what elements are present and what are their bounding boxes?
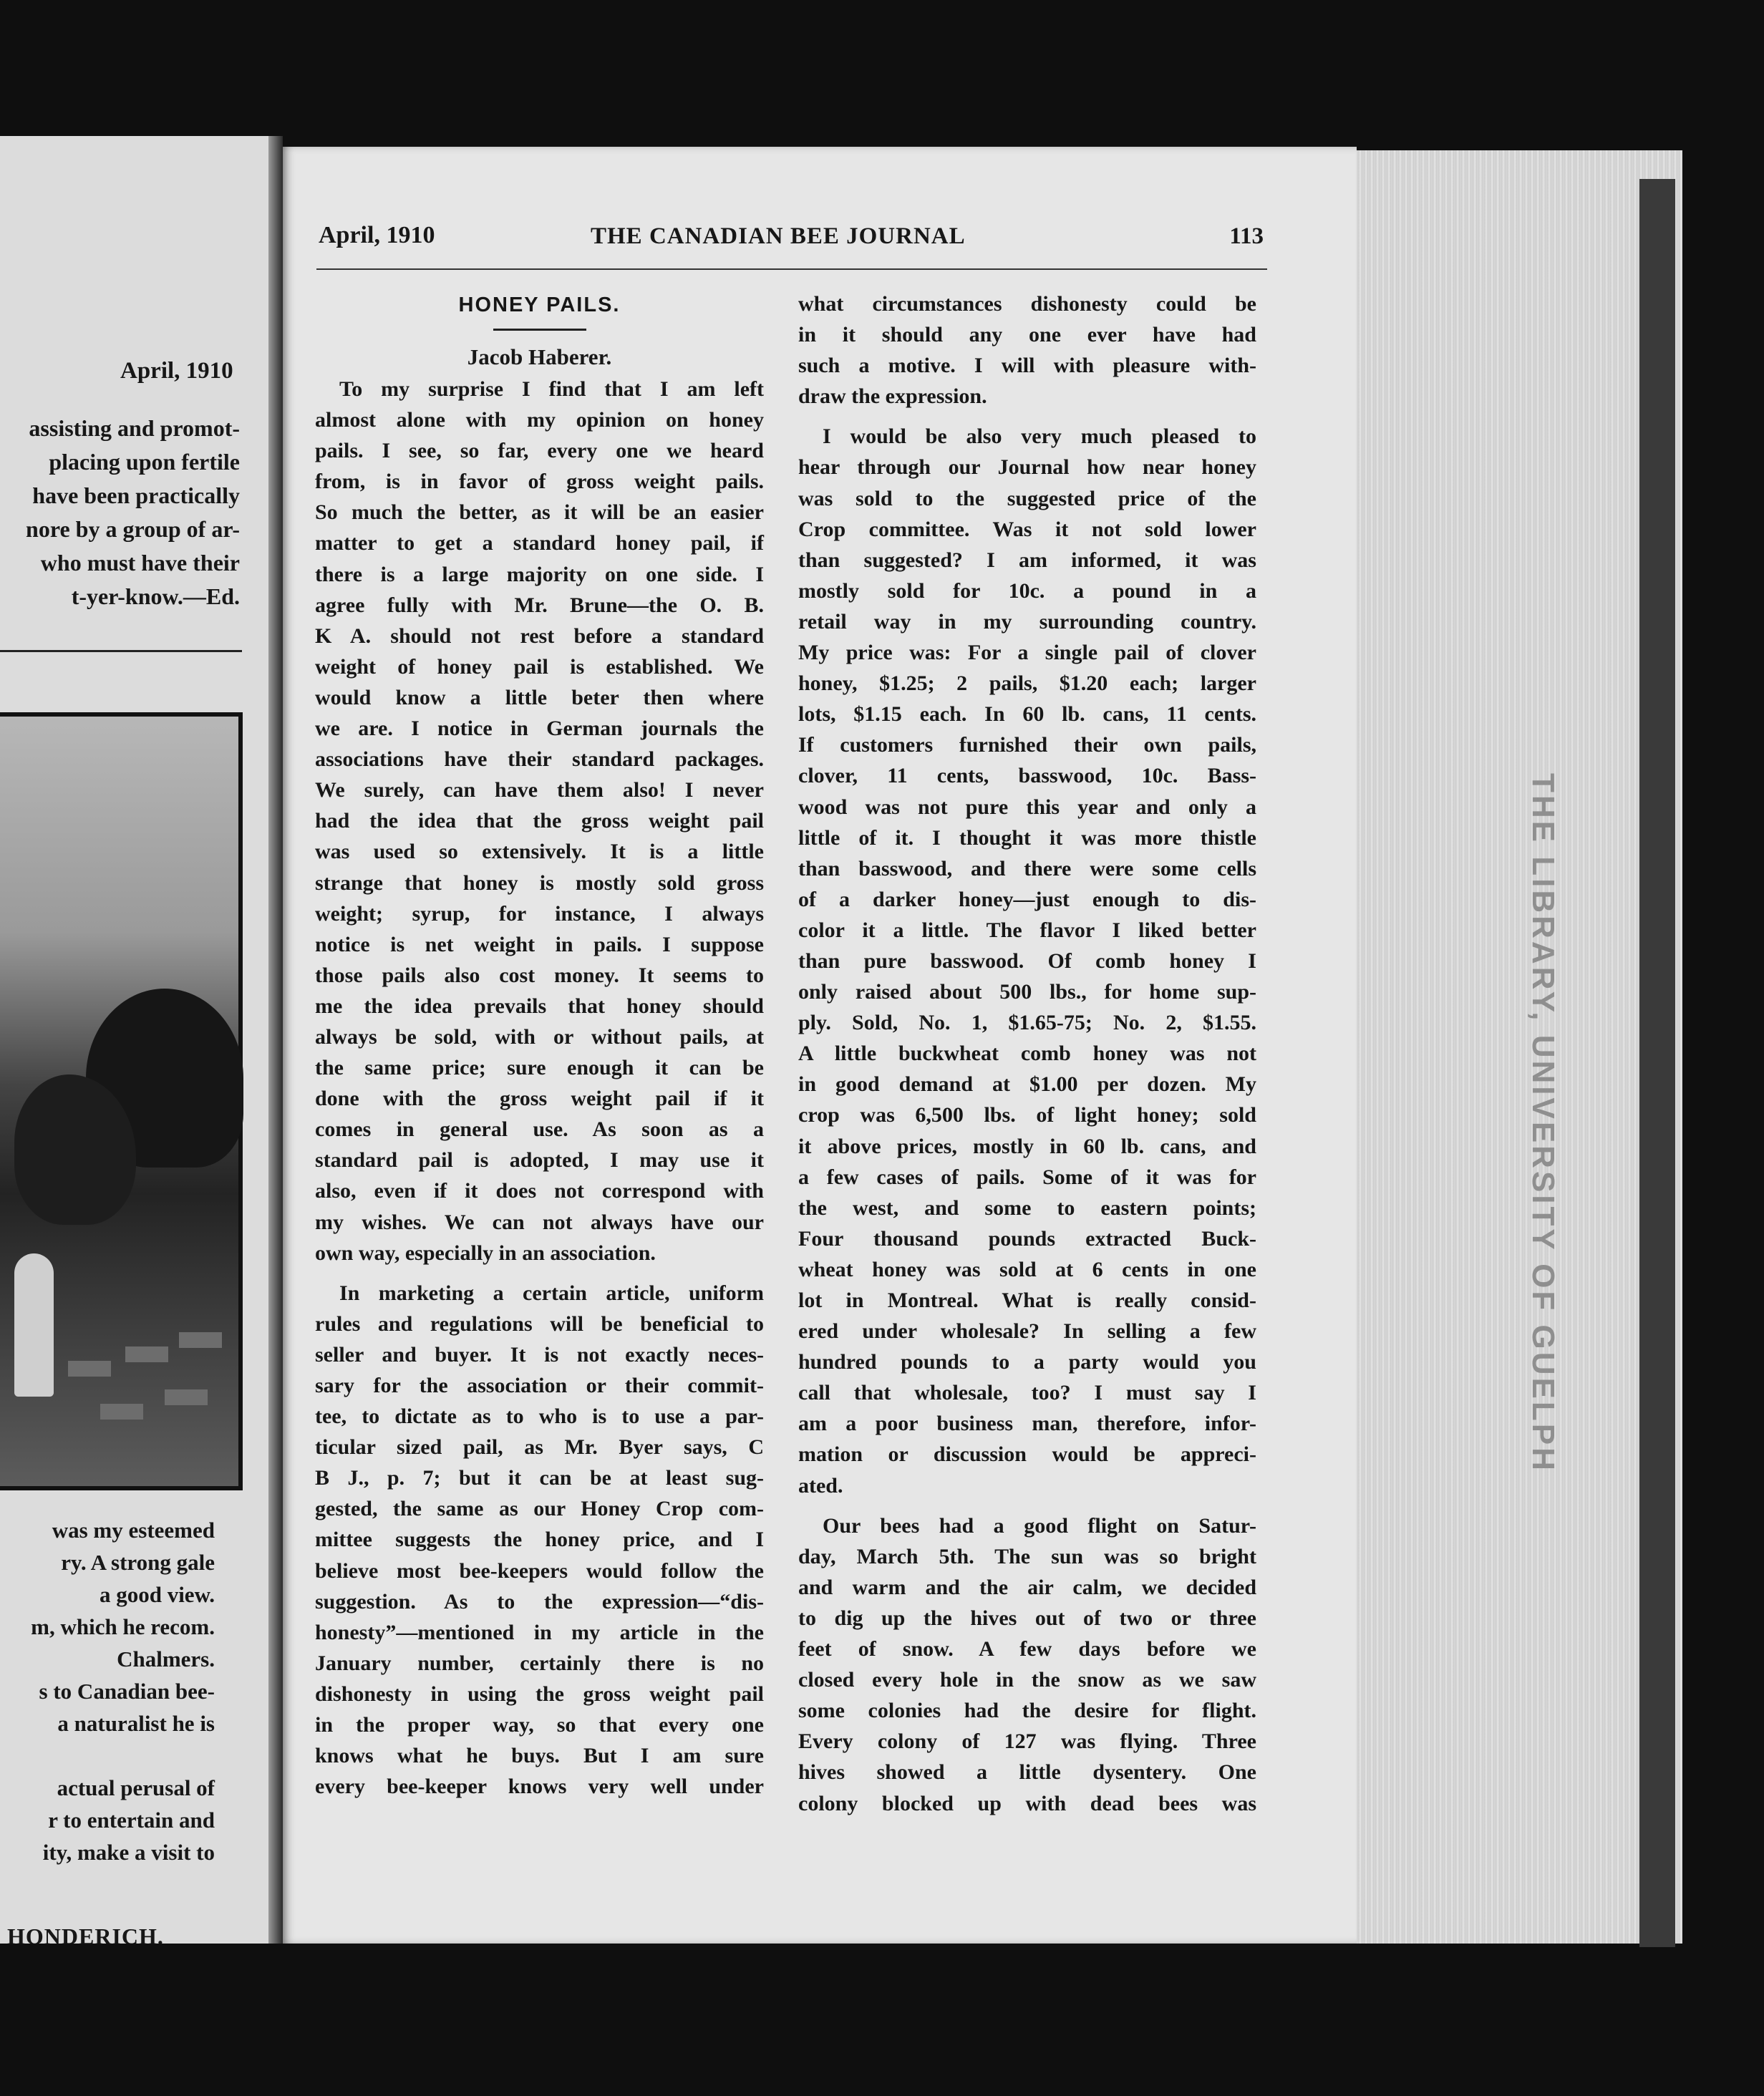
text-line: We surely, can have them also! I never bbox=[315, 778, 764, 802]
text-line: the same price; sure enough it can be bbox=[315, 1056, 764, 1080]
text-line: me the idea prevails that honey should bbox=[315, 994, 764, 1018]
text-line: weight of honey pail is established. We bbox=[315, 654, 764, 679]
left-page-text-top bbox=[7, 412, 240, 613]
text-line: ticular sized pail, as Mr. Byer says, C bbox=[315, 1435, 764, 1460]
photograph bbox=[0, 712, 243, 1490]
left-page bbox=[0, 136, 268, 1944]
text-line: had the idea that the gross weight pail bbox=[315, 809, 764, 833]
text-line: would know a little beter then where bbox=[315, 685, 764, 709]
text-line: own way, especially in an association. bbox=[315, 1241, 656, 1265]
text-line: I would be also very much pleased to bbox=[823, 424, 1256, 449]
text-line: call that wholesale, too? I must say I bbox=[798, 1381, 1256, 1405]
text-line: clover, 11 cents, basswood, 10c. Bass- bbox=[798, 764, 1256, 788]
text-line: agree fully with Mr. Brune—the O. B. bbox=[315, 593, 764, 617]
text-line: also, even if it does not correspond with bbox=[315, 1179, 764, 1203]
text-line: than suggested? I am informed, it was bbox=[798, 548, 1256, 572]
text-line: hives showed a little dysentery. One bbox=[798, 1760, 1256, 1785]
text-line: have been practically bbox=[32, 482, 240, 508]
text-line: strange that honey is mostly sold gross bbox=[315, 870, 764, 895]
text-line: Every colony of 127 was flying. Three bbox=[798, 1729, 1256, 1754]
text-line: a naturalist he is bbox=[57, 1711, 215, 1736]
paragraph bbox=[798, 421, 1256, 1500]
text-line: colony blocked up with dead bees was bbox=[798, 1791, 1256, 1815]
text-line: B J., p. 7; but it can be at least sug- bbox=[315, 1466, 764, 1490]
text-line bbox=[0, 1740, 215, 1772]
photo-hive bbox=[68, 1361, 111, 1377]
text-line: wood was not pure this year and only a bbox=[798, 795, 1256, 819]
text-line: a good view. bbox=[99, 1582, 215, 1607]
text-line: seller and buyer. It is not exactly neces- bbox=[315, 1342, 764, 1367]
text-line: a few cases of pails. Some of it was for bbox=[798, 1165, 1256, 1189]
header-rule bbox=[316, 268, 1267, 270]
text-line: draw the expression. bbox=[798, 384, 987, 409]
text-line: the west, and some to eastern points; bbox=[798, 1195, 1256, 1220]
left-page-date: April, 1910 bbox=[120, 358, 233, 384]
text-line: A little buckwheat comb honey was not bbox=[798, 1042, 1256, 1066]
photo-person bbox=[14, 1253, 54, 1397]
text-line: s to Canadian bee- bbox=[39, 1679, 215, 1704]
text-line: than basswood, and there were some cells bbox=[798, 856, 1256, 880]
text-line: some colonies had the desire for flight. bbox=[798, 1699, 1256, 1723]
text-line: If customers furnished their own pails, bbox=[798, 733, 1256, 757]
text-line: to dig up the hives out of two or three bbox=[798, 1606, 1256, 1630]
text-line: and warm and the air calm, we decided bbox=[798, 1575, 1256, 1599]
text-line: feet of snow. A few days before we bbox=[798, 1637, 1256, 1661]
page-edges bbox=[1357, 150, 1682, 1944]
text-line: we are. I notice in German journals the bbox=[315, 717, 764, 741]
text-line: honey, $1.25; 2 pails, $1.20 each; larger bbox=[798, 671, 1256, 696]
text-line: r to entertain and bbox=[48, 1808, 215, 1833]
library-stamp: THE LIBRARY, UNIVERSITY OF GUELPH bbox=[1526, 773, 1561, 1473]
text-line: in the proper way, so that every one bbox=[315, 1713, 764, 1737]
text-line: ry. A strong gale bbox=[61, 1550, 215, 1575]
text-line: tee, to dictate as to who is to use a par- bbox=[315, 1404, 764, 1429]
text-line: pails. I see, so far, every one we heard bbox=[315, 439, 764, 463]
text-line: Crop committee. Was it not sold lower bbox=[798, 517, 1256, 541]
page-number: 113 bbox=[1229, 223, 1264, 249]
header-date: April, 1910 bbox=[319, 222, 435, 248]
text-line: lot in Montreal. What is really consid- bbox=[798, 1289, 1256, 1312]
text-line: was used so extensively. It is a little bbox=[315, 840, 764, 864]
text-line: from, is in favor of gross weight pails. bbox=[315, 470, 764, 494]
text-line: day, March 5th. The sun was so bright bbox=[798, 1544, 1256, 1568]
text-line: done with the gross weight pail if it bbox=[315, 1087, 764, 1111]
text-line: every bee-keeper knows very well under bbox=[315, 1775, 764, 1799]
text-line: assisting and promot- bbox=[29, 415, 240, 441]
text-line: gested, the same as our Honey Crop com- bbox=[315, 1497, 764, 1521]
text-line: m, which he recom. bbox=[31, 1614, 215, 1639]
photo-hive bbox=[100, 1404, 143, 1420]
text-line: color it a little. The flavor I liked better bbox=[798, 918, 1256, 942]
text-line: in it should any one ever have had bbox=[798, 323, 1256, 347]
left-page-text-bottom bbox=[0, 1514, 215, 1868]
text-line: honesty”—mentioned in my article in the bbox=[315, 1620, 764, 1644]
paragraph bbox=[315, 374, 764, 1268]
journal-title: THE CANADIAN BEE JOURNAL bbox=[591, 223, 966, 249]
text-line: dishonesty in using the gross weight pail bbox=[315, 1682, 764, 1706]
signature: HONDERICH. bbox=[7, 1923, 164, 1944]
text-line: My price was: For a single pail of clover bbox=[798, 641, 1256, 665]
text-line: such a motive. I will with pleasure with- bbox=[798, 354, 1256, 378]
text-line: rules and regulations will be beneficial to bbox=[315, 1311, 764, 1336]
text-line: of a darker honey—just enough to dis- bbox=[798, 887, 1256, 911]
text-line: standard pail is adopted, I may use it bbox=[315, 1148, 764, 1173]
photo-hive bbox=[165, 1389, 208, 1405]
text-line: January number, certainly there is no bbox=[315, 1651, 764, 1675]
book-cover-edge bbox=[1639, 179, 1675, 1947]
text-line: mittee suggests the honey price, and I bbox=[315, 1528, 764, 1552]
text-line: t-yer-know.—Ed. bbox=[71, 583, 240, 609]
text-line: sary for the association or their commit- bbox=[315, 1374, 764, 1397]
text-line: always be sold, with or without pails, at bbox=[315, 1024, 764, 1049]
text-line: actual perusal of bbox=[57, 1775, 215, 1800]
text-line: To my surprise I find that I am left bbox=[339, 377, 764, 401]
divider bbox=[0, 650, 242, 652]
text-line: only raised about 500 lbs., for home sup- bbox=[798, 980, 1256, 1004]
text-line: it above prices, mostly in 60 lb. cans, and bbox=[798, 1134, 1256, 1158]
running-header bbox=[319, 222, 1264, 258]
text-line: associations have their standard packages. bbox=[315, 747, 764, 772]
text-line: little of it. I thought it was more thistle bbox=[798, 825, 1256, 850]
paragraph bbox=[315, 1278, 764, 1803]
paragraph bbox=[798, 288, 1256, 412]
text-line: than pure basswood. Of comb honey I bbox=[798, 948, 1256, 973]
text-line: In marketing a certain article, uniform bbox=[339, 1281, 764, 1305]
text-line: nore by a group of ar- bbox=[26, 516, 240, 542]
text-line: weight; syrup, for instance, I always bbox=[315, 901, 764, 926]
text-line: those pails also cost money. It seems to bbox=[315, 963, 764, 987]
text-line: my wishes. We can not always have our bbox=[315, 1210, 764, 1234]
article-title: HONEY PAILS. bbox=[458, 293, 621, 316]
text-line: was my esteemed bbox=[52, 1518, 215, 1543]
text-line: closed every hole in the snow as we saw bbox=[798, 1668, 1256, 1692]
text-line: notice is net weight in pails. I suppose bbox=[315, 932, 764, 956]
text-line: almost alone with my opinion on honey bbox=[315, 408, 764, 432]
photo-hive bbox=[125, 1347, 168, 1362]
text-line: comes in general use. As soon as a bbox=[315, 1117, 764, 1142]
text-line: placing upon fertile bbox=[49, 449, 240, 475]
text-line: there is a large majority on one side. I bbox=[315, 562, 764, 586]
text-line: crop was 6,500 lbs. of light honey; sold bbox=[798, 1103, 1256, 1127]
text-line: was sold to the suggested price of the bbox=[798, 486, 1256, 510]
text-line: So much the better, as it will be an easier bbox=[315, 500, 764, 525]
text-line: believe most bee-keepers would follow the bbox=[315, 1558, 764, 1583]
text-line: ity, make a visit to bbox=[42, 1840, 215, 1865]
text-line: am a poor business man, therefore, infor- bbox=[798, 1412, 1256, 1436]
text-line: K A. should not rest before a standard bbox=[315, 624, 764, 648]
article-author: Jacob Haberer. bbox=[467, 344, 612, 369]
text-line: suggestion. As to the expression—“dis- bbox=[315, 1589, 764, 1614]
text-line: mostly sold for 10c. a pound in a bbox=[798, 578, 1256, 603]
paragraph bbox=[798, 1510, 1256, 1819]
text-line: knows what he buys. But I am sure bbox=[315, 1744, 764, 1768]
text-line: who must have their bbox=[40, 550, 240, 576]
text-line: ered under wholesale? In selling a few bbox=[798, 1319, 1256, 1344]
article-column-2 bbox=[798, 288, 1256, 1819]
gutter bbox=[268, 136, 283, 1944]
text-line: retail way in my surrounding country. bbox=[798, 609, 1256, 634]
text-line: lots, $1.15 each. In 60 lb. cans, 11 cents. bbox=[798, 702, 1256, 727]
text-line: ated. bbox=[798, 1473, 843, 1498]
text-line: matter to get a standard honey pail, if bbox=[315, 531, 764, 555]
text-line: Our bees had a good flight on Satur- bbox=[823, 1513, 1256, 1538]
text-line: Chalmers. bbox=[117, 1646, 215, 1672]
photo-hive bbox=[179, 1332, 222, 1348]
text-line: ply. Sold, No. 1, $1.65-75; No. 2, $1.55. bbox=[798, 1011, 1256, 1035]
text-line: Four thousand pounds extracted Buck- bbox=[798, 1226, 1256, 1251]
title-rule bbox=[493, 329, 586, 331]
text-line: hundred pounds to a party would you bbox=[798, 1350, 1256, 1374]
text-line: wheat honey was sold at 6 cents in one bbox=[798, 1257, 1256, 1281]
article-column-1 bbox=[315, 288, 764, 1802]
text-line: mation or discussion would be appreci- bbox=[798, 1442, 1256, 1467]
text-line: in good demand at $1.00 per dozen. My bbox=[798, 1072, 1256, 1097]
text-line: hear through our Journal how near honey bbox=[798, 455, 1256, 480]
text-line: what circumstances dishonesty could be bbox=[798, 292, 1256, 316]
